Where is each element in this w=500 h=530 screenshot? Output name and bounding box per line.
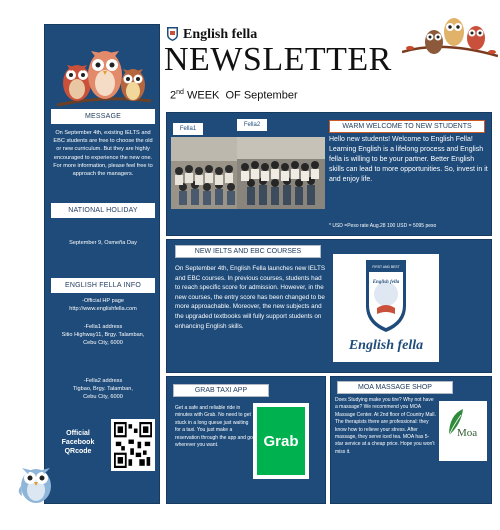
moa-logo-card [439, 401, 487, 461]
moa-panel [330, 376, 492, 504]
grab-logo: Grab [257, 407, 305, 475]
week-suffix: nd [176, 89, 184, 96]
week-number: 2 [170, 89, 177, 102]
info-fella2-address: -Fella2 address Tigbao, Brgy. Talamban, Cebu City, 6000 [73, 378, 133, 401]
welcome-heading: WARM WELCOME TO NEW STUDENTS [329, 120, 485, 133]
welcome-panel [166, 112, 492, 236]
info-hp: -Official HP page http://www.englishfella.com [69, 298, 137, 313]
grab-heading: GRAB TAXI APP [173, 384, 269, 397]
info-heading: ENGLISH FELLA INFO [51, 278, 155, 293]
tab-fella2[interactable]: Fella2 [237, 119, 267, 131]
info-fella1-address: -Fella1 address Sitio Highway11, Brgy. Talamban, Cebu City, 6000 [61, 324, 145, 347]
week-text: WEEK OF September [183, 89, 298, 102]
courses-panel [166, 239, 492, 373]
welcome-text: Hello new students! Welcome to English Fella! Learning English is a lifelong process and English fella is willing to be your partner. Better English skills can lead to more opportunities. So, invest in it and enjoy life. [329, 136, 488, 183]
newsletter-title: NEWSLETTER [164, 41, 392, 78]
school-crest-icon [167, 27, 178, 41]
owl-mascot-icon [16, 458, 56, 504]
message-text: On September 4th, existing IELTS and EBC students are free to choose the old or new curriculum. But they are highly encouraged to experience the new one. For more information, please feel free to approach the managers. [53, 130, 153, 178]
grab-text: Get a safe and reliable ride in minutes with Grab. No need to get stuck in a long queue just waiting for a taxi. You just make a reservation through the app and go wherever you want. [175, 405, 253, 449]
logo-mid-text: English fella [372, 280, 400, 285]
exchange-rate-note: * USD =Peso rate Aug.28 100 USD = 5095 peso [329, 223, 437, 229]
holiday-heading: NATIONAL HOLIDAY [51, 203, 155, 218]
logo-bottom-text: English fella [348, 338, 424, 353]
qr-code-icon[interactable] [111, 419, 155, 471]
fella1-students-photo [171, 137, 237, 209]
owls-right-illustration [412, 10, 498, 64]
qr-label: Official Facebook QRcode [61, 430, 95, 455]
holiday-text: September 9, Osmeña Day [69, 240, 137, 246]
sidebar [44, 24, 160, 504]
grab-panel [166, 376, 326, 504]
tab-fella1[interactable]: Fella1 [173, 123, 203, 135]
fella2-students-photo [237, 137, 325, 209]
logo-top-text: FIRST AND BEST [372, 265, 400, 269]
facebook-qr-block [49, 419, 157, 479]
moa-heading: MOA MASSAGE SHOP [337, 381, 453, 394]
owls-illustration [55, 35, 153, 113]
courses-heading: NEW IELTS AND EBC COURSES [175, 245, 321, 258]
grab-logo-card [253, 403, 309, 479]
message-heading: MESSAGE [51, 109, 155, 124]
english-fella-logo-card [333, 254, 439, 362]
brand-name: English fella [183, 27, 258, 42]
courses-text: On September 4th, English Fella launches new IELTS and EBC courses. In previous courses, students had to reach specific score for admission. However, in the new courses, the entry score has been changed to be more approachable. Moreover, the new subjects and the upgraded textbooks will fully support students on enhancing English skills. [175, 265, 326, 330]
moa-logo: Moa [457, 427, 478, 439]
week-label [170, 89, 298, 102]
moa-text: Does Studying make you tire? Why not have a massage? We recommend you MOA Massage Center. At 2nd floor of Country Mall. The therapists there are professional: they know how to relieve your stress. After massage, they serve iced tea. MOA has 5-star service at a cheap price. Hope you won't miss it. [335, 397, 436, 455]
